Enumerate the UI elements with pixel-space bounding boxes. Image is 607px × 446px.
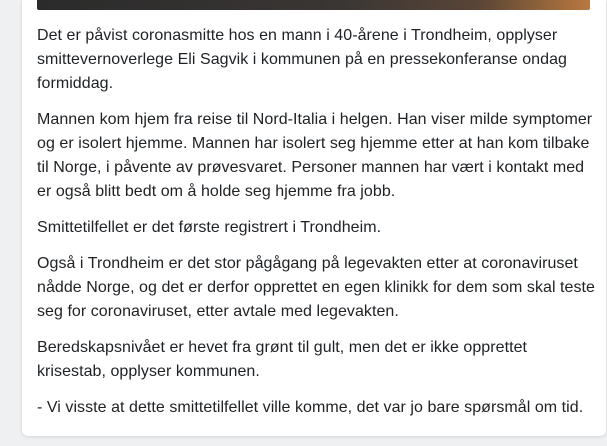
article-paragraph: Smittetilfellet er det første registrert i Trondheim. <box>37 219 382 236</box>
article-card <box>22 0 606 436</box>
article-paragraph: Mannen kom hjem fra reise til Nord-Italia i helgen. Han viser milde symptomer og er isolert hjemme. Mannen har isolert seg hjemme etter at han kom tilbake til Norge, i påvente av prøvesvaret. Personer mannen har vært i kontakt med er også blitt bedt om å holde seg hjemme fra jobb. <box>37 111 593 200</box>
article-paragraph: Også i Trondheim er det stor pågågang på legevakten etter at coronaviruset nådde Norge, og det er derfor opprettet en egen klinikk for dem som skal teste seg for coronaviruset, etter avtale med legevakten. <box>37 255 595 320</box>
article-image <box>37 0 590 10</box>
article-paragraph: Beredskapsnivået er hevet fra grønt til gult, men det er ikke opprettet krisestab, opplyser kommunen. <box>37 339 528 380</box>
article-paragraph: Det er påvist coronasmitte hos en mann i 40-årene i Trondheim, opplyser smittevernoverlege Eli Sagvik i kommunen på en pressekonferanse ondag formiddag. <box>37 27 567 92</box>
article-body <box>37 24 597 432</box>
article-paragraph: - Vi visste at dette smittetilfellet ville komme, det var jo bare spørsmål om tid. <box>37 399 584 416</box>
